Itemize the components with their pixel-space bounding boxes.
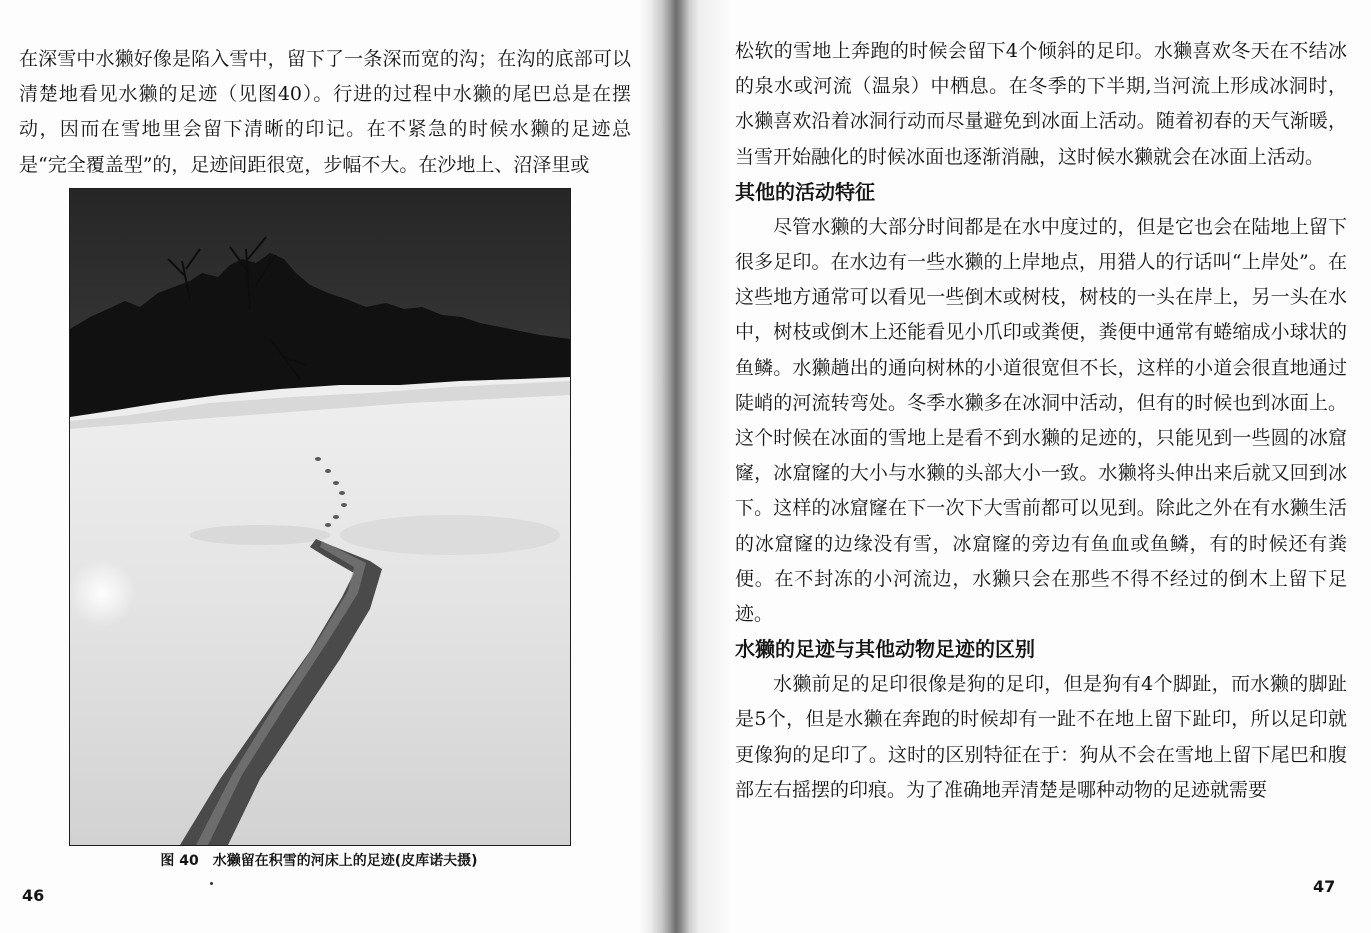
- page-number-right: 47: [1313, 877, 1336, 896]
- page-number-left: 46: [22, 886, 45, 905]
- right-paragraph-3: 水獭前足的足印很像是狗的足印，但是狗有4个脚趾，而水獭的脚趾是5个，但是水獭在奔跑的时候却有一趾不在地上留下趾印，所以足印就更像狗的足印了。这时的区别特征在于：狗从不会在雪地上留下尾巴和腹部左右摇摆的印痕。为了准确地弄清楚是哪种动物的足迹就需要: [735, 673, 1347, 801]
- book-gutter: [640, 0, 730, 933]
- right-page-text: [735, 34, 1347, 808]
- section-heading-track-differences: 水獭的足迹与其他动物足迹的区别: [735, 637, 1035, 662]
- figure-caption: 图 40 水獭留在积雪的河床上的足迹(皮库诺夫摄): [160, 853, 478, 869]
- right-paragraph-1: 松软的雪地上奔跑的时候会留下4个倾斜的足印。水獭喜欢冬天在不结冰的泉水或河流（温泉）中栖息。在冬季的下半期,当河流上形成冰洞时，水獭喜欢沿着冰洞行动而尽量避免到冰面上活动。随着初春的天气渐暖，当雪开始融化的时候冰面也逐渐消融，这时候水獭就会在冰面上活动。: [735, 40, 1347, 168]
- figure-40-photo: [69, 188, 571, 846]
- snow-drift-right: [340, 515, 560, 555]
- snow-drift-left: [190, 525, 330, 545]
- snow-trail-photo: [70, 189, 570, 845]
- section-heading-other-activities: 其他的活动特征: [735, 179, 875, 204]
- snow-field: [70, 377, 570, 845]
- left-page-text: [19, 42, 631, 183]
- scan-speck: [210, 882, 213, 885]
- right-paragraph-2: 尽管水獭的大部分时间都是在水中度过的，但是它也会在陆地上留下很多足印。在水边有一些水獭的上岸地点，用猎人的行话叫“上岸处”。在这些地方通常可以看见一些倒木或树枝，树枝的一头在岸上，另一头在水中，树枝或倒木上还能看见小爪印或粪便，粪便中通常有蜷缩成小球状的鱼鳞。水獭趟出的通向树林的小道很宽但不长，这样的小道会很直地通过陡峭的河流转弯处。冬季水獭多在冰洞中活动，但有的时候也到冰面上。这个时候在冰面的雪地上是看不到水獭的足迹的，只能见到一些圆的冰窟窿，冰窟窿的大小与水獭的头部大小一致。水獭将头伸出来后就又回到冰下。这样的冰窟窿在下一次下大雪前都可以见到。除此之外在有水獭生活的冰窟窿的边缘没有雪，冰窟窿的旁边有鱼血或鱼鳞，有的时候还有粪便。在不封冻的小河流边，水獭只会在那些不得不经过的倒木上留下足迹。: [735, 215, 1347, 626]
- left-paragraph: 在深雪中水獭好像是陷入雪中，留下了一条深而宽的沟；在沟的底部可以清楚地看见水獭的足迹（见图40）。行进的过程中水獭的尾巴总是在摆动，因而在雪地里会留下清晰的印记。在不紧急的时候水獭的足迹总是“完全覆盖型”的，足迹间距很宽，步幅不大。在沙地上、沼泽里或: [19, 48, 631, 176]
- lens-glare: [70, 559, 136, 627]
